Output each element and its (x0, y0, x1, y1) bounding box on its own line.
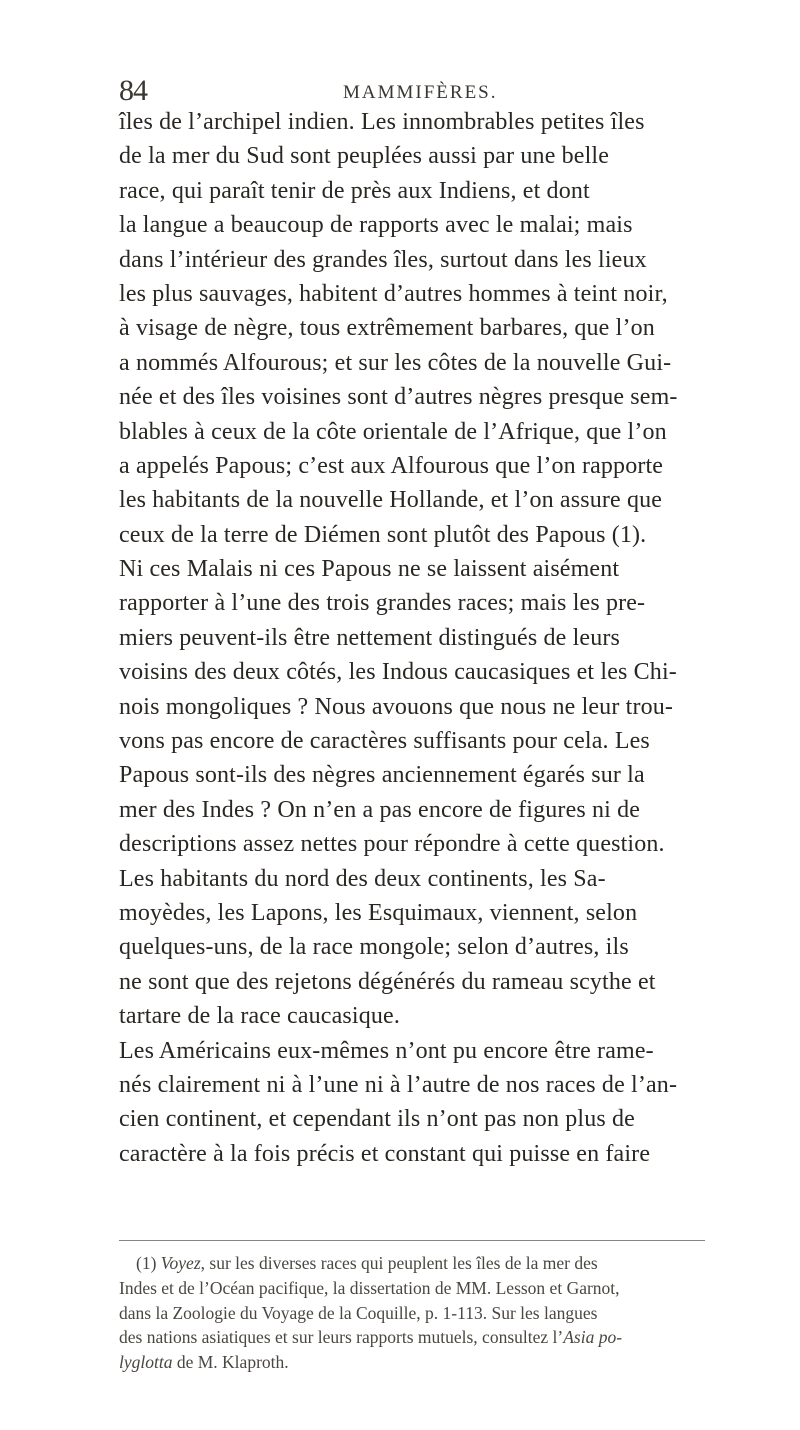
text-line: descriptions assez nettes pour répondre à cette question. (119, 831, 665, 858)
text-line: a nommés Alfourous; et sur les côtes de la nouvelle Gui- (119, 349, 672, 376)
text-line: quelques-uns, de la race mongole; selon d’autres, ils (119, 934, 629, 961)
running-head: MAMMIFÈRES. (343, 82, 498, 103)
text-line: Ni ces Malais ni ces Papous ne se laissent aisément (119, 556, 620, 583)
text-line: la langue a beaucoup de rapports avec le malai; mais (119, 212, 633, 239)
footnote-line (119, 1350, 800, 1375)
text-line: race, qui paraît tenir de près aux Indiens, et dont (119, 177, 590, 204)
text-line: nés clairement ni à l’une ni à l’autre de nos races de l’an- (119, 1071, 678, 1098)
text-line: rapporter à l’une des trois grandes races; mais les pre- (119, 590, 646, 617)
text-line: tartare de la race caucasique. (119, 1003, 400, 1030)
footnote-line: Indes et de l’Océan pacifique, la dissertation de MM. Lesson et Garnot, (119, 1277, 620, 1298)
footnote-italic-text: lyglotta (119, 1352, 173, 1373)
text-line: ceux de la terre de Diémen sont plutôt des Papous (1). (119, 521, 647, 548)
text-line: voisins des deux côtés, les Indous caucasiques et les Chi- (119, 659, 677, 686)
body-text (119, 105, 800, 1171)
text-line: ne sont que des rejetons dégénérés du rameau scythe et (119, 968, 656, 995)
footnote-marker: (1) (136, 1253, 157, 1273)
text-line: de la mer du Sud sont peuplées aussi par une belle (119, 143, 610, 170)
text-line: Papous sont-ils des nègres anciennement égarés sur la (119, 762, 645, 789)
text-line: Les Américains eux-mêmes n’ont pu encore être rame- (119, 1037, 654, 1064)
footnote-text: , sur les diverses races qui peuplent les îles de la mer des (200, 1253, 598, 1273)
text-line: cien continent, et cependant ils n’ont pas non plus de (119, 1106, 635, 1133)
text-line: miers peuvent-ils être nettement distingués de leurs (119, 624, 620, 651)
footnote-line (119, 1251, 800, 1276)
text-line: moyèdes, les Lapons, les Esquimaux, viennent, selon (119, 899, 638, 926)
text-line: blables à ceux de la côte orientale de l’Afrique, que l’on (119, 418, 667, 445)
footnote-text: des nations asiatiques et sur leurs rapports mutuels, consultez l’ (119, 1327, 564, 1348)
text-line: caractère à la fois précis et constant qui puisse en faire (119, 1140, 651, 1167)
footnote-rule (119, 1240, 705, 1241)
text-line: îles de l’archipel indien. Les innombrables petites îles (119, 109, 645, 135)
text-line: vons pas encore de caractères suffisants pour cela. Les (119, 728, 650, 755)
footnote-text: de M. Klaproth. (172, 1352, 289, 1373)
text-line: les habitants de la nouvelle Hollande, et l’on assure que (119, 487, 663, 514)
text-line: dans l’intérieur des grandes îles, surtout dans les lieux (119, 246, 647, 273)
footnote-italic-text: Voyez (160, 1253, 201, 1273)
text-line: mer des Indes ? On n’en a pas encore de figures ni de (119, 796, 641, 823)
footnote (119, 1251, 800, 1375)
footnote-line (119, 1325, 800, 1350)
text-line: nois mongoliques ? Nous avouons que nous ne leur trou- (119, 693, 674, 720)
text-line: Les habitants du nord des deux continents, les Sa- (119, 865, 606, 892)
text-line: à visage de nègre, tous extrêmement barbares, que l’on (119, 315, 655, 342)
footnote-line: dans la Zoologie du Voyage de la Coquille, p. 1-113. Sur les langues (119, 1302, 598, 1323)
text-line: a appelés Papous; c’est aux Alfourous que l’on rapporte (119, 452, 664, 479)
page-number: 84 (119, 74, 147, 107)
text-line: les plus sauvages, habitent d’autres hommes à teint noir, (119, 280, 668, 307)
footnote-italic-text: Asia po- (563, 1327, 623, 1348)
text-line: née et des îles voisines sont d’autres nègres presque sem- (119, 384, 678, 411)
